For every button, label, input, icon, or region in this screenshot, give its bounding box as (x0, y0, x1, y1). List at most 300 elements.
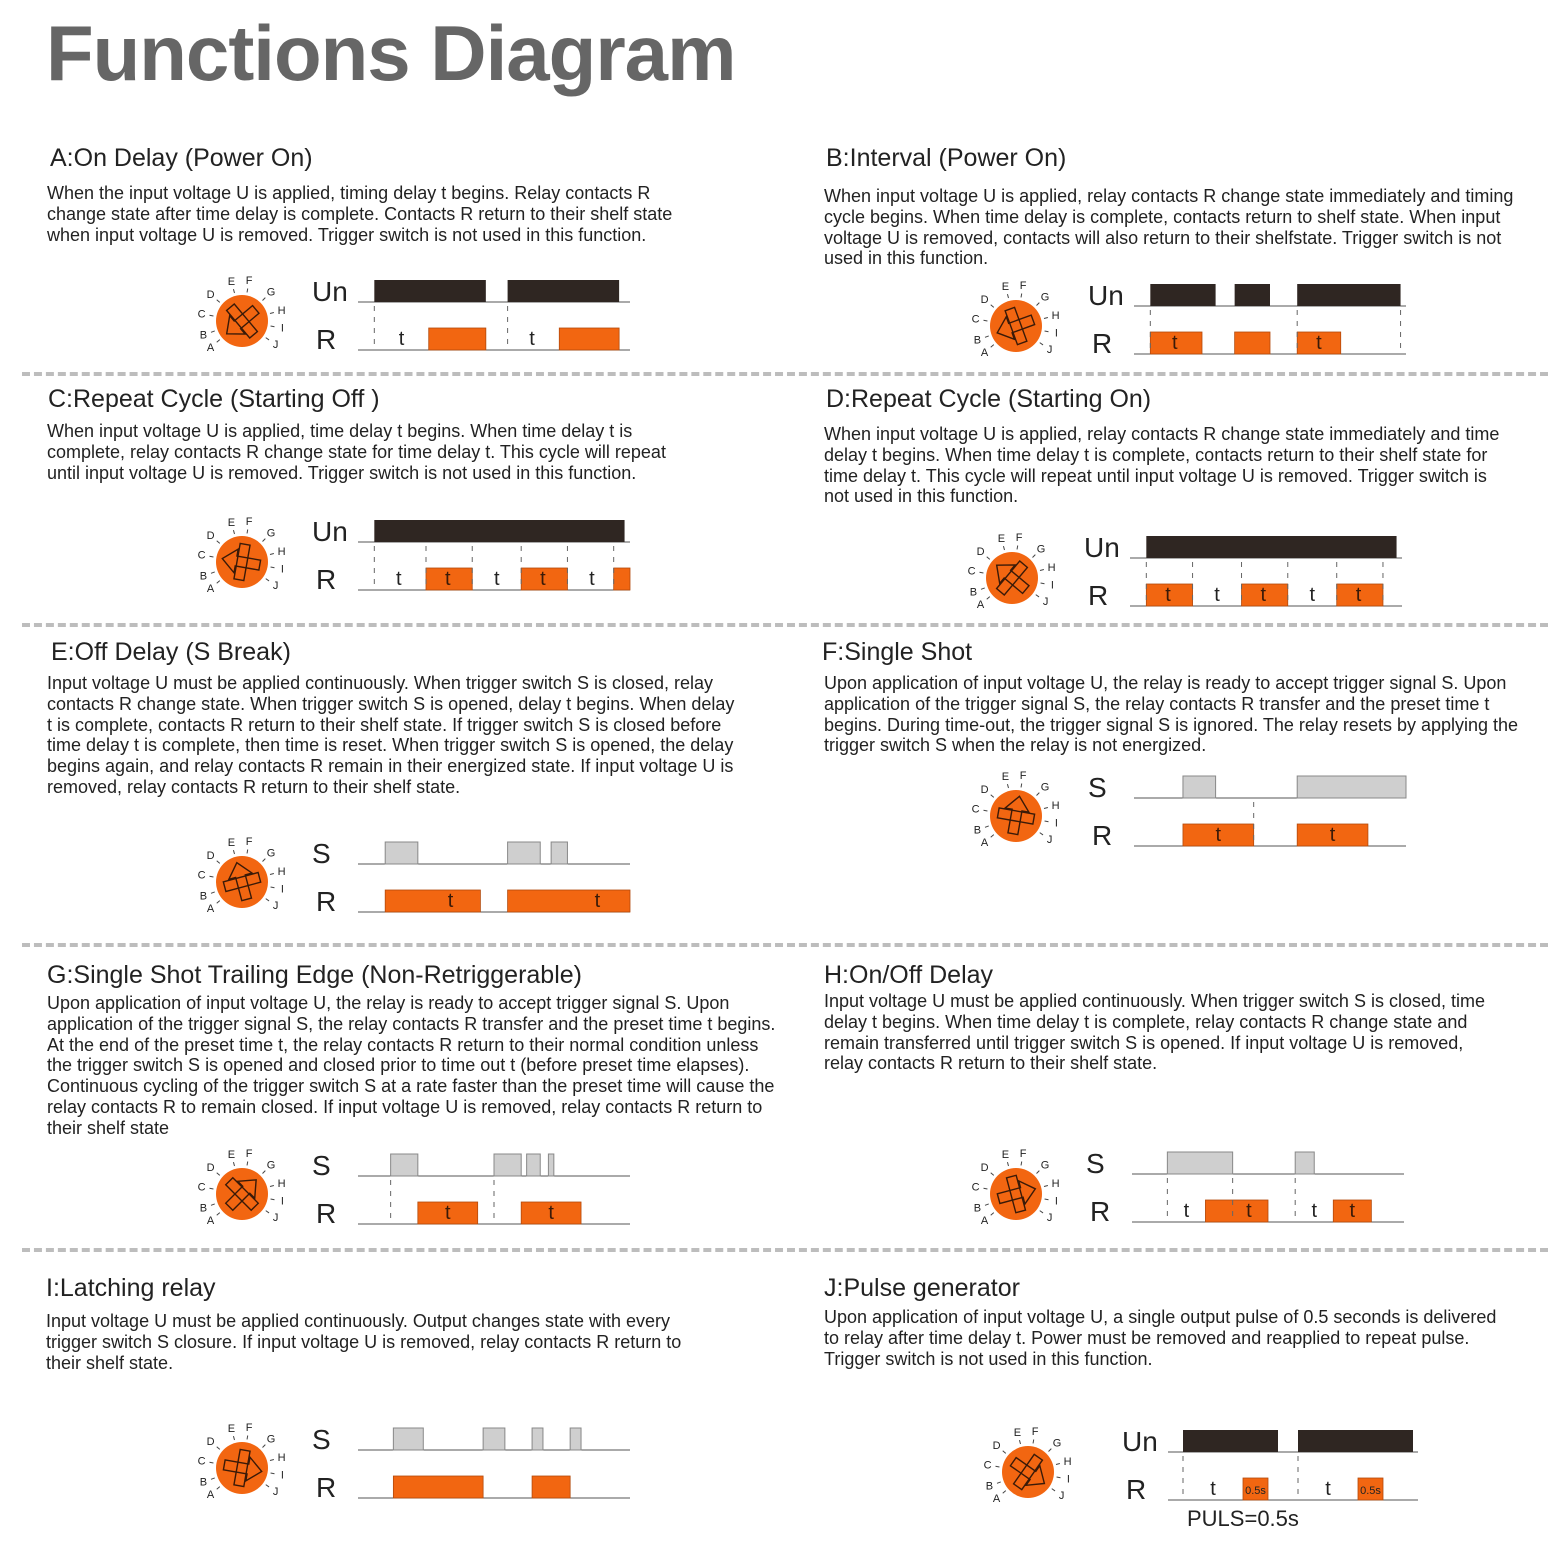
signal-label-relay: R (1090, 1196, 1111, 1227)
time-delay-label: t (447, 890, 454, 912)
dial-tick (263, 859, 266, 862)
dial-letter: I (280, 563, 284, 576)
section-title-c: C:Repeat Cycle (Starting Off ) (48, 385, 380, 413)
dial-tick (1045, 821, 1049, 822)
dial-tick (210, 1462, 214, 1463)
dial-tick (270, 1185, 274, 1186)
dial-letter: H (1047, 561, 1056, 574)
time-delay-label: t (1172, 332, 1178, 354)
signal-pulse (483, 1428, 505, 1450)
time-delay-label: t (1260, 584, 1267, 606)
dial-letter: J (272, 339, 279, 352)
dial-letter: I (280, 883, 284, 896)
dial-letter: B (199, 890, 208, 903)
dial-letter: J (1046, 344, 1053, 357)
signal-label-relay: R (1092, 820, 1113, 851)
signal-label-top: S (1086, 1148, 1105, 1179)
dial-tick (247, 1162, 248, 1166)
signal-pulse (385, 842, 418, 864)
dial-letter: F (1015, 532, 1023, 545)
time-delay-label: t (529, 328, 535, 350)
page-title: Functions Diagram (46, 9, 736, 97)
section-desc-g: Upon application of input voltage U, the relay is ready to accept trigger signal S. Upon application of the trigger signal S, the relay contacts R transfer and the preset time t begins. At the end of the preset time t, the relay contacts R return to their normal condition unless the trigger switch S is opened and closed prior to time out t (before preset time elapses). Continuous cycling of the trigger switch S at a rate faster than the preset time will cause the relay contacts R to remain closed. If input voltage U is removed, relay contacts R return to their shelf state (47, 993, 776, 1138)
signal-pulse (393, 1428, 423, 1450)
dial-tick (210, 315, 214, 316)
section-title-g: G:Single Shot Trailing Edge (Non-Retriggerable) (47, 961, 582, 989)
timing-diagram-e (300, 832, 632, 922)
dial-letter: J (272, 900, 279, 913)
dial-tick (984, 810, 988, 811)
dial-letter: B (199, 1202, 208, 1215)
signal-label-top: S (312, 838, 331, 869)
signal-pulse (570, 1428, 581, 1450)
dial-tick (991, 1173, 994, 1176)
dial-tick (217, 861, 220, 864)
dial-letter: H (1051, 1177, 1060, 1190)
dial-tick (217, 1487, 220, 1490)
dial-letter: F (245, 1422, 253, 1435)
dial-tick (1057, 1477, 1061, 1478)
dial-tick (1041, 583, 1045, 584)
time-delay-label: t (1246, 1200, 1252, 1222)
time-delay-label: t (1210, 1478, 1216, 1500)
selector-dial-f (962, 770, 1072, 850)
relay-pulse (614, 568, 630, 590)
dial-knob (1002, 1446, 1054, 1498)
dial-tick (1040, 1211, 1043, 1213)
dial-letter: C (983, 1459, 992, 1472)
section-divider (22, 1248, 1548, 1252)
dial-letter: H (277, 304, 286, 317)
dial-tick (1049, 1449, 1052, 1452)
dial-tick (984, 320, 988, 321)
pulse-label: 0.5s (1360, 1485, 1381, 1497)
dial-tick (271, 326, 275, 327)
signal-pulse (1183, 1430, 1278, 1452)
dial-letter: C (971, 803, 980, 816)
dial-tick (981, 588, 985, 589)
dial-tick (985, 336, 989, 337)
dial-letter: H (1063, 1455, 1072, 1468)
section-title-a: A:On Delay (Power On) (50, 144, 313, 172)
selector-dial-j (974, 1426, 1084, 1506)
section-divider (22, 623, 1548, 627)
dial-tick (217, 1173, 220, 1176)
selector-dial-e (188, 836, 298, 916)
dial-letter: A (992, 1492, 1001, 1505)
signal-pulse (551, 842, 567, 864)
signal-label-relay: R (316, 886, 337, 917)
dial-tick (266, 579, 269, 581)
dial-letter: C (197, 1455, 206, 1468)
selector-dial-c (188, 516, 298, 596)
dial-tick (1021, 784, 1022, 788)
signal-pulse (1167, 1152, 1232, 1174)
section-title-h: H:On/Off Delay (824, 961, 994, 989)
dial-tick (217, 581, 220, 584)
dial-letter: H (1051, 799, 1060, 812)
selector-dial-i (188, 1422, 298, 1502)
time-delay-label: t (1316, 332, 1322, 354)
dial-letter: B (969, 586, 978, 599)
section-desc-i: Input voltage U must be applied continuously. Output changes state with every trigger switch S closure. If input voltage U is removed, relay contacts R return to their shelf state. (46, 1311, 682, 1373)
dial-tick (1007, 1162, 1008, 1166)
dial-tick (1045, 1199, 1049, 1200)
dial-tick (1007, 294, 1008, 298)
dial-tick (1003, 546, 1004, 550)
dial-tick (270, 1459, 274, 1460)
dial-letter: E (1001, 280, 1010, 293)
dial-tick (1040, 569, 1044, 570)
dial-letter: A (976, 598, 985, 611)
dial-tick (270, 312, 274, 313)
dial-letter: F (245, 836, 253, 849)
dial-letter: A (206, 902, 215, 915)
relay-pulse (393, 1476, 483, 1498)
dial-tick (1044, 317, 1048, 318)
section-title-j: J:Pulse generator (824, 1274, 1020, 1302)
dial-letter: F (1031, 1426, 1039, 1439)
signal-label-relay: R (316, 1472, 337, 1503)
dial-tick (1037, 1171, 1040, 1174)
dial-tick (1033, 1440, 1034, 1444)
timing-diagram-d (1072, 526, 1404, 616)
dial-letter: I (280, 322, 284, 335)
dial-letter: A (980, 836, 989, 849)
signal-label-relay: R (316, 324, 337, 355)
dial-letter: G (266, 286, 276, 299)
time-delay-label: t (1355, 584, 1362, 606)
dial-letter: C (197, 1181, 206, 1194)
relay-pulse (532, 1476, 570, 1498)
dial-letter: D (206, 1436, 215, 1449)
dial-letter: I (1054, 817, 1058, 830)
dial-letter: I (1050, 579, 1054, 592)
dial-letter: G (266, 1159, 276, 1172)
time-delay-label: t (396, 568, 402, 590)
dial-letter: G (1040, 781, 1050, 794)
dial-tick (263, 1171, 266, 1174)
relay-pulse (508, 890, 630, 912)
dial-tick (266, 1485, 269, 1487)
signal-label-top: Un (312, 276, 348, 307)
dial-letter: C (971, 1181, 980, 1194)
dial-letter: G (1052, 1437, 1062, 1450)
selector-dial-a (188, 275, 298, 355)
dial-tick (1040, 343, 1043, 345)
relay-pulse (429, 328, 486, 350)
dial-tick (1003, 1451, 1006, 1454)
dial-letter: I (1054, 327, 1058, 340)
dial-tick (211, 1478, 215, 1479)
signal-label-relay: R (1088, 580, 1109, 611)
dial-letter: J (272, 580, 279, 593)
dial-tick (1056, 1463, 1060, 1464)
dial-tick (996, 1466, 1000, 1467)
dial-tick (217, 1447, 220, 1450)
dial-tick (233, 289, 234, 293)
dial-tick (210, 1188, 214, 1189)
section-title-f: F:Single Shot (822, 638, 973, 666)
dial-knob (216, 295, 268, 347)
dial-letter: C (197, 549, 206, 562)
dial-letter: D (976, 546, 985, 559)
dial-letter: E (1001, 770, 1010, 783)
signal-pulse (508, 280, 620, 302)
dial-letter: C (971, 313, 980, 326)
dial-letter: J (1042, 596, 1049, 609)
dial-tick (987, 597, 990, 600)
dial-letter: A (980, 1214, 989, 1227)
signal-pulse (1235, 284, 1270, 306)
dial-tick (1017, 546, 1018, 550)
signal-label-top: Un (1088, 280, 1124, 311)
signal-pulse (1150, 284, 1215, 306)
dial-letter: J (1046, 834, 1053, 847)
signal-label-top: S (312, 1150, 331, 1181)
dial-letter: E (1001, 1148, 1010, 1161)
section-desc-f: Upon application of input voltage U, the relay is ready to accept trigger signal S. Upon application of the trigger signal S, the relay contacts R transfer and the preset time t begins. During time-out, the trigger signal S is ignored. The relay resets by applying the trigger switch S when the relay is not energized. (824, 673, 1519, 756)
dial-tick (211, 1204, 215, 1205)
dial-tick (217, 541, 220, 544)
dial-letter: H (277, 865, 286, 878)
signal-label-relay: R (1126, 1474, 1147, 1505)
pulse-label: 0.5s (1245, 1485, 1266, 1497)
timing-diagram-j (1110, 1420, 1420, 1510)
dial-tick (271, 887, 275, 888)
time-delay-label: t (1311, 1200, 1318, 1222)
dial-tick (991, 1213, 994, 1216)
dial-tick (270, 553, 274, 554)
dial-tick (266, 899, 269, 901)
section-desc-c: When input voltage U is applied, time delay t begins. When time delay t is complete, relay contacts R change state for time delay t. This cycle will repeat until input voltage U is removed. Trigger switch is not used in this function. (47, 421, 666, 483)
signal-pulse (1297, 284, 1400, 306)
dial-letter: H (277, 1177, 286, 1190)
dial-tick (263, 1445, 266, 1448)
dial-letter: J (1046, 1212, 1053, 1225)
time-delay-label: t (594, 890, 601, 912)
dial-letter: D (980, 294, 989, 307)
dial-tick (1040, 833, 1043, 835)
time-delay-label: t (1165, 584, 1171, 606)
dial-letter: F (1019, 1148, 1027, 1161)
dial-letter: E (997, 532, 1006, 545)
dial-letter: E (227, 275, 236, 288)
dial-tick (1019, 1440, 1020, 1444)
dial-knob (216, 1168, 268, 1220)
timing-diagram-h (1074, 1142, 1406, 1232)
dial-letter: G (1040, 291, 1050, 304)
dial-tick (211, 572, 215, 573)
dial-tick (1052, 1489, 1055, 1491)
time-delay-label: t (493, 568, 500, 590)
selector-dial-h (962, 1148, 1072, 1228)
signal-pulse (391, 1154, 418, 1176)
signal-pulse (508, 842, 541, 864)
time-delay-label: t (548, 1202, 554, 1224)
dial-tick (271, 1473, 275, 1474)
dial-letter: B (199, 570, 208, 583)
time-delay-label: t (444, 568, 451, 590)
relay-pulse (385, 890, 480, 912)
dial-tick (1003, 1491, 1006, 1494)
dial-tick (263, 539, 266, 542)
dial-tick (984, 1188, 988, 1189)
dial-letter: J (272, 1486, 279, 1499)
dial-tick (991, 835, 994, 838)
dial-letter: A (206, 341, 215, 354)
time-delay-label: t (540, 568, 546, 590)
time-delay-label: t (1183, 1200, 1190, 1222)
dial-letter: B (973, 334, 982, 347)
dial-tick (991, 305, 994, 308)
dial-tick (271, 567, 275, 568)
dial-tick (985, 1204, 989, 1205)
dial-letter: F (1019, 280, 1027, 293)
signal-pulse (374, 520, 624, 542)
dial-tick (1037, 793, 1040, 796)
dial-tick (1007, 784, 1008, 788)
dial-tick (266, 1211, 269, 1213)
dial-letter: B (985, 1480, 994, 1493)
dial-tick (247, 289, 248, 293)
selector-dial-g (188, 1148, 298, 1228)
dial-letter: F (1019, 770, 1027, 783)
timing-diagram-a (300, 270, 632, 360)
dial-tick (980, 572, 984, 573)
dial-tick (987, 557, 990, 560)
dial-letter: F (245, 1148, 253, 1161)
dial-letter: G (266, 847, 276, 860)
signal-pulse (374, 280, 486, 302)
signal-pulse (527, 1154, 541, 1176)
timing-diagram-f (1076, 766, 1408, 856)
dial-letter: I (1054, 1195, 1058, 1208)
signal-pulse (1295, 1152, 1314, 1174)
signal-pulse (548, 1154, 553, 1176)
dial-letter: F (245, 516, 253, 529)
dial-tick (263, 298, 266, 301)
section-desc-j: Upon application of input voltage U, a single output pulse of 0.5 seconds is delivered to relay after time delay t. Power must be removed and reapplied to repeat pulse. Trigger switch is not used in this function. (824, 1307, 1497, 1369)
signal-label-top: Un (1084, 532, 1120, 563)
section-title-e: E:Off Delay (S Break) (51, 638, 291, 666)
selector-dial-d (958, 532, 1068, 612)
signal-label-top: Un (1122, 1426, 1158, 1457)
dial-tick (217, 901, 220, 904)
signal-pulse (1146, 536, 1396, 558)
dial-tick (997, 1482, 1001, 1483)
dial-letter: C (197, 308, 206, 321)
dial-tick (247, 1436, 248, 1440)
dial-tick (1037, 303, 1040, 306)
dial-letter: E (227, 1148, 236, 1161)
section-title-i: I:Latching relay (46, 1274, 216, 1302)
dial-letter: B (973, 1202, 982, 1215)
dial-tick (210, 876, 214, 877)
dial-tick (985, 826, 989, 827)
dial-tick (1033, 555, 1036, 558)
dial-knob (986, 552, 1038, 604)
dial-tick (266, 338, 269, 340)
dial-letter: D (992, 1440, 1001, 1453)
dial-tick (991, 345, 994, 348)
dial-letter: I (280, 1195, 284, 1208)
section-desc-a: When the input voltage U is applied, timing delay t begins. Relay contacts R change state after time delay is complete. Contacts R return to their shelf state when input voltage U is removed. Trigger switch is not used in this function. (47, 183, 673, 245)
dial-tick (217, 1213, 220, 1216)
dial-tick (233, 530, 234, 534)
relay-pulse (1235, 332, 1270, 354)
dial-letter: G (1036, 543, 1046, 556)
timing-diagram-i (300, 1418, 632, 1508)
dial-letter: A (206, 1488, 215, 1501)
dial-tick (270, 873, 274, 874)
dial-letter: H (277, 1451, 286, 1464)
timing-diagram-c (300, 510, 632, 600)
dial-letter: G (266, 527, 276, 540)
dial-letter: E (227, 516, 236, 529)
dial-tick (1036, 595, 1039, 597)
dial-letter: E (1013, 1426, 1022, 1439)
relay-pulse (559, 328, 619, 350)
dial-tick (217, 340, 220, 343)
dial-letter: B (973, 824, 982, 837)
dial-knob (990, 300, 1042, 352)
dial-letter: D (980, 1162, 989, 1175)
section-divider (22, 372, 1548, 376)
dial-tick (1021, 294, 1022, 298)
dial-tick (210, 556, 214, 557)
selector-dial-b (962, 280, 1072, 360)
signal-label-relay: R (1092, 328, 1113, 359)
time-delay-label: t (1309, 584, 1316, 606)
dial-tick (247, 530, 248, 534)
dial-tick (1045, 331, 1049, 332)
time-delay-label: t (1329, 824, 1336, 846)
dial-letter: H (1051, 309, 1060, 322)
time-delay-label: t (1214, 584, 1220, 606)
section-title-b: B:Interval (Power On) (826, 144, 1067, 172)
dial-tick (233, 1436, 234, 1440)
dial-letter: D (206, 850, 215, 863)
time-delay-label: t (1325, 1478, 1331, 1500)
signal-label-top: Un (312, 516, 348, 547)
time-delay-label: t (398, 328, 405, 350)
dial-letter: B (199, 329, 208, 342)
dial-letter: J (1058, 1490, 1065, 1503)
dial-letter: D (206, 1162, 215, 1175)
section-desc-d: When input voltage U is applied, relay contacts R change state immediately and time delay t begins. When time delay t is complete, contacts return to their shelf state for time delay t. This cycle will repeat until input voltage U is removed. Trigger switch is not used in this function. (824, 424, 1500, 507)
dial-letter: C (967, 565, 976, 578)
section-divider (22, 943, 1548, 947)
dial-tick (233, 850, 234, 854)
section-desc-e: Input voltage U must be applied continuously. When trigger switch S is closed, relay contacts R change state. When trigger switch S is opened, delay t begins. When delay t is complete, contacts R return to their shelf state. If trigger switch S is closed before time delay t is complete, then time is reset. When trigger switch S is opened, the delay begins again, and relay contacts R remain in their energized state. If input voltage U is removed, relay contacts R return to their shelf state. (47, 673, 735, 797)
signal-pulse (494, 1154, 521, 1176)
dial-tick (271, 1199, 275, 1200)
dial-tick (211, 331, 215, 332)
signal-pulse (1297, 776, 1406, 798)
dial-tick (217, 300, 220, 303)
dial-tick (233, 1162, 234, 1166)
section-title-d: D:Repeat Cycle (Starting On) (826, 385, 1152, 413)
time-delay-label: t (589, 568, 595, 590)
dial-letter: I (280, 1469, 284, 1482)
dial-letter: D (980, 784, 989, 797)
timing-diagram-b (1076, 274, 1408, 364)
section-desc-b: When input voltage U is applied, relay contacts R change state immediately and timing cycle begins. When time delay is complete, contacts return to shelf state. When input voltage U is removed, contacts will also return to their shelfstate. Trigger switch is not used in this function. (824, 186, 1514, 269)
dial-tick (247, 850, 248, 854)
dial-letter: B (199, 1476, 208, 1489)
dial-letter: F (245, 275, 253, 288)
